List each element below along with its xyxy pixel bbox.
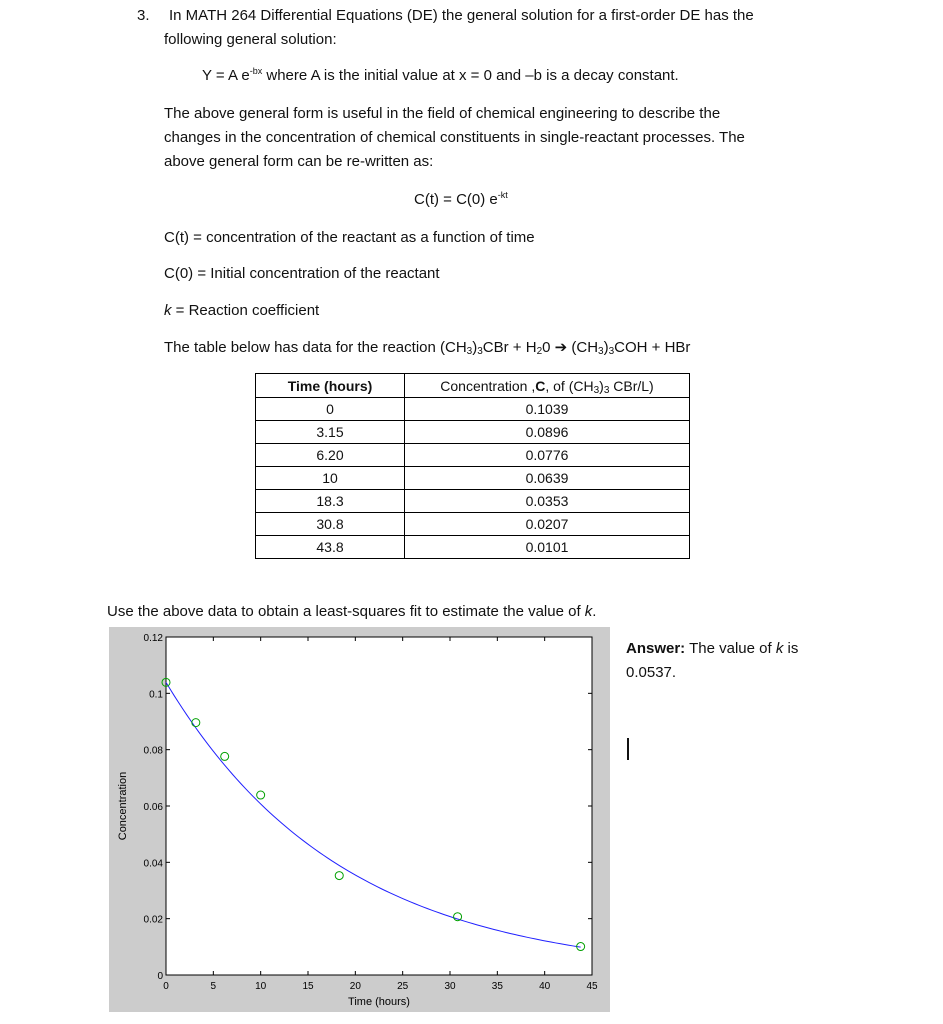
para-line-1: The above general form is useful in the field of chemical engineering to describe the [164, 105, 721, 122]
time-cell: 30.8 [256, 513, 405, 536]
k-symbol: k [164, 302, 172, 319]
rewrite-equation [414, 190, 508, 210]
answer-k: k [775, 640, 784, 657]
sub-3a: 3 [466, 346, 473, 357]
x-tick-label: 45 [586, 981, 598, 992]
sub-3c: 3 [598, 346, 604, 357]
table-row [256, 513, 690, 536]
general-eq-suffix: where A is the initial value at x = 0 and –b is a decay constant. [262, 67, 679, 84]
table-row [256, 444, 690, 467]
general-eq-exponent: -bx [249, 66, 263, 76]
time-cell: 10 [256, 467, 405, 490]
reaction-intro [164, 338, 690, 358]
header-sub-3b: 3 [603, 384, 610, 396]
definition-k-text: = Reaction coefficient [171, 302, 320, 319]
header-sub-3: 3 [593, 384, 600, 396]
reaction-intro-c: CBr + H [482, 339, 537, 356]
reaction-intro-f: ) [603, 339, 609, 356]
reaction-intro-e: (CH [567, 339, 599, 356]
time-cell: 6.20 [256, 444, 405, 467]
answer-label: Answer: [626, 640, 686, 657]
table-row [256, 490, 690, 513]
definition-k [164, 301, 319, 321]
conc-cell: 0.0776 [405, 444, 690, 467]
conc-cell: 0.0639 [405, 467, 690, 490]
reaction-data-table [255, 373, 690, 559]
x-tick-label: 15 [302, 981, 314, 992]
y-tick-label: 0.02 [143, 914, 163, 926]
x-tick-label: 20 [349, 981, 361, 992]
definition-c0: C(0) = Initial concentration of the reactant [164, 265, 440, 282]
intro-line-2: following general solution: [164, 31, 337, 48]
answer-value: 0.0537. [626, 664, 677, 681]
reaction-intro-d: 0 [542, 339, 555, 356]
answer-line-1 [626, 637, 798, 661]
general-eq-prefix: Y = A e [202, 67, 250, 84]
general-equation [202, 66, 679, 86]
x-tick-label: 35 [491, 981, 503, 992]
header-concentration [405, 374, 690, 398]
use-data-prefix: Use the above data to obtain a least-squares fit to estimate the value of [107, 603, 585, 620]
use-data-instruction [107, 602, 596, 622]
reaction-intro-g: COH + HBr [614, 339, 691, 356]
header-conc-b: C [535, 377, 546, 394]
x-axis-label: Time (hours) [348, 996, 410, 1008]
para-line-3: above general form can be re-written as: [164, 153, 434, 170]
para-line-2: changes in the concentration of chemical constituents in single-reactant processes. The [164, 129, 745, 146]
text-cursor[interactable] [627, 738, 629, 760]
conc-cell: 0.0896 [405, 421, 690, 444]
sub-3d: 3 [608, 346, 615, 357]
conc-cell: 0.1039 [405, 398, 690, 421]
conc-cell: 0.0207 [405, 513, 690, 536]
arrow-icon: ➔ [554, 339, 568, 356]
time-cell: 43.8 [256, 536, 405, 559]
y-tick-label: 0.06 [143, 802, 163, 813]
conc-cell: 0.0353 [405, 490, 690, 513]
table-row [256, 467, 690, 490]
use-data-k: k [584, 603, 593, 620]
chart-panel [109, 627, 610, 1012]
y-tick-label: 0 [157, 971, 163, 982]
header-conc-a: Concentration , [440, 377, 536, 394]
rewrite-eq-exponent: -kt [497, 190, 508, 200]
use-data-suffix: . [592, 603, 597, 620]
definition-ct: C(t) = concentration of the reactant as a function of time [164, 229, 535, 246]
reaction-intro-a: The table below has data for the reaction (CH [164, 339, 467, 356]
x-tick-label: 10 [255, 981, 267, 992]
time-cell: 18.3 [256, 490, 405, 513]
x-tick-label: 25 [397, 981, 409, 992]
plot-area [166, 637, 592, 975]
header-conc-d: ) [599, 377, 604, 394]
sub-3b: 3 [477, 346, 483, 357]
x-tick-label: 0 [163, 981, 169, 992]
header-conc-c: , of (CH [545, 377, 594, 394]
table-row [256, 398, 690, 421]
x-tick-label: 5 [210, 981, 217, 992]
rewrite-eq-base: C(t) = C(0) e [414, 191, 498, 208]
y-axis-label: Concentration [117, 771, 129, 841]
time-cell: 3.15 [256, 421, 405, 444]
table-header-row [256, 374, 690, 398]
reaction-intro-b: ) [472, 339, 478, 356]
header-time: Time (hours) [256, 374, 405, 398]
time-cell: 0 [256, 398, 405, 421]
answer-text-b: is [783, 640, 799, 657]
table-row [256, 421, 690, 444]
question-number: 3. [137, 7, 150, 24]
header-conc-e: CBr/L) [609, 377, 654, 394]
y-tick-label: 0.1 [149, 689, 163, 701]
concentration-chart [109, 627, 610, 1012]
y-tick-label: 0.08 [143, 745, 163, 757]
x-tick-label: 30 [444, 981, 456, 992]
table-row [256, 536, 690, 559]
y-tick-label: 0.12 [143, 633, 163, 644]
answer-text-a: The value of [685, 640, 776, 657]
y-tick-label: 0.04 [143, 858, 163, 870]
intro-line-1: In MATH 264 Differential Equations (DE) the general solution for a first-order DE has the [169, 7, 754, 24]
x-tick-label: 40 [539, 981, 551, 992]
conc-cell: 0.0101 [405, 536, 690, 559]
sub-2: 2 [536, 346, 543, 357]
